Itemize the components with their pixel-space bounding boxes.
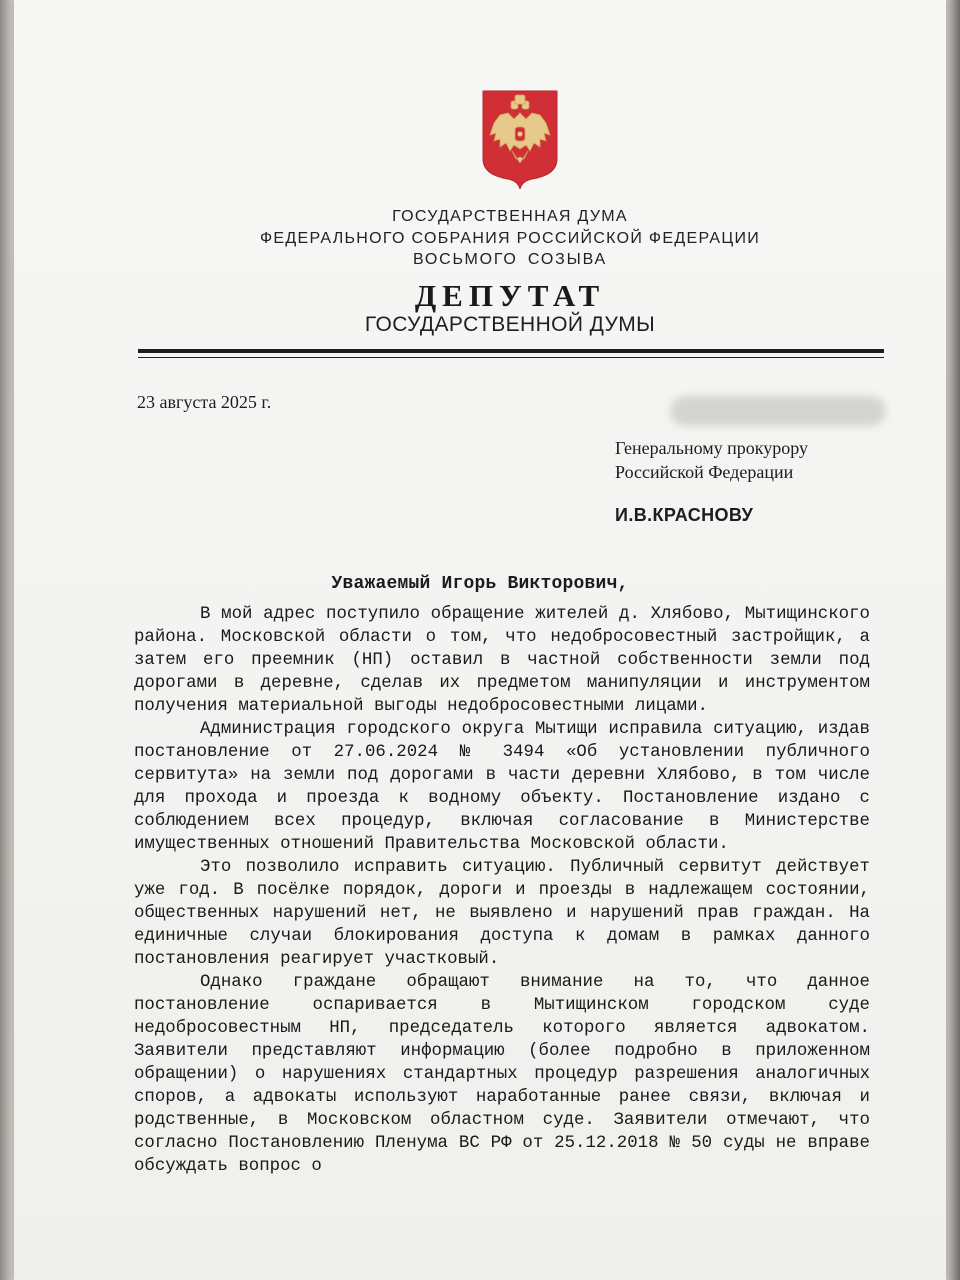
recipient-country-line: Российской Федерации [615, 462, 794, 482]
org-line-convocation: ВОСЬМОГО СОЗЫВА [412, 251, 607, 268]
body-paragraph: Это позволило исправить ситуацию. Публичный сервитут действует уже год. В посёлке порядок, дороги и проезды в надлежащем состоянии, общественных нарушений нет, не выявлено и нарушений прав граждан. На единичные случаи блокирования доступа к домам в рамках данного постановления реагирует участковый. [134, 858, 870, 969]
redacted-blur [670, 396, 886, 426]
salutation: Уважаемый Игорь Викторович, [331, 574, 629, 594]
letter-body [134, 603, 870, 1178]
letterhead-title: ДЕПУТАТ [414, 278, 606, 313]
body-paragraph: В мой адрес поступило обращение жителей д. Хлябово, Мытищинского района. Московской области о том, что недобросовестный застройщик, а затем его преемник (НП) оставил в частной собственности земли под дорогами в деревне, сделав их предметом манипуляции и инструментом получения материальной выгоды недобросовестными лицами. [134, 605, 870, 716]
recipient-name: И.В.КРАСНОВУ [615, 505, 754, 525]
letter-sheet [14, 0, 946, 1280]
org-line-federal-assembly: ФЕДЕРАЛЬНОГО СОБРАНИЯ РОССИЙСКОЙ ФЕДЕРАЦИИ [259, 230, 761, 247]
body-paragraph: Однако граждане обращают внимание на то, что данное постановление оспаривается в Мытищинском городском суде недобросовестным НП, председатель которого является адвокатом. Заявители представляют информацию (более подробно в приложенном обращении) о нарушениях стандартных процедур разрешения аналогичных споров, а адвокаты используют наработанные ранее связи, включая и родственные, в Московском областном суде. Заявители отмечают, что согласно Постановлению Пленума ВС РФ от 25.12.2018 № 50 суды не вправе обсуждать вопрос о [134, 973, 870, 1176]
letterhead-rule-thick [138, 349, 884, 353]
desk-edge-left [0, 0, 14, 1280]
letter-date: 23 августа 2025 г. [137, 392, 272, 412]
coat-of-arms-emblem [470, 89, 570, 189]
letterhead-rule-thin [138, 357, 884, 358]
letterhead-subtitle: ГОСУДАРСТВЕННОЙ ДУМЫ [364, 313, 656, 336]
recipient-title-line: Генеральному прокурору [615, 438, 809, 458]
desk-edge-right [946, 0, 960, 1280]
org-line-duma: ГОСУДАРСТВЕННАЯ ДУМА [392, 208, 628, 225]
body-paragraph: Администрация городского округа Мытищи исправила ситуацию, издав постановление от 27.06.2024 № 3494 «Об установлении публичного сервитута» на земли под дорогами в части деревни Хлябово, в том числе для прохода и проезда к водному объекту. Постановление издано с соблюдением всех процедур, включая согласование в Министерстве имущественных отношений Правительства Московской области. [134, 720, 870, 854]
